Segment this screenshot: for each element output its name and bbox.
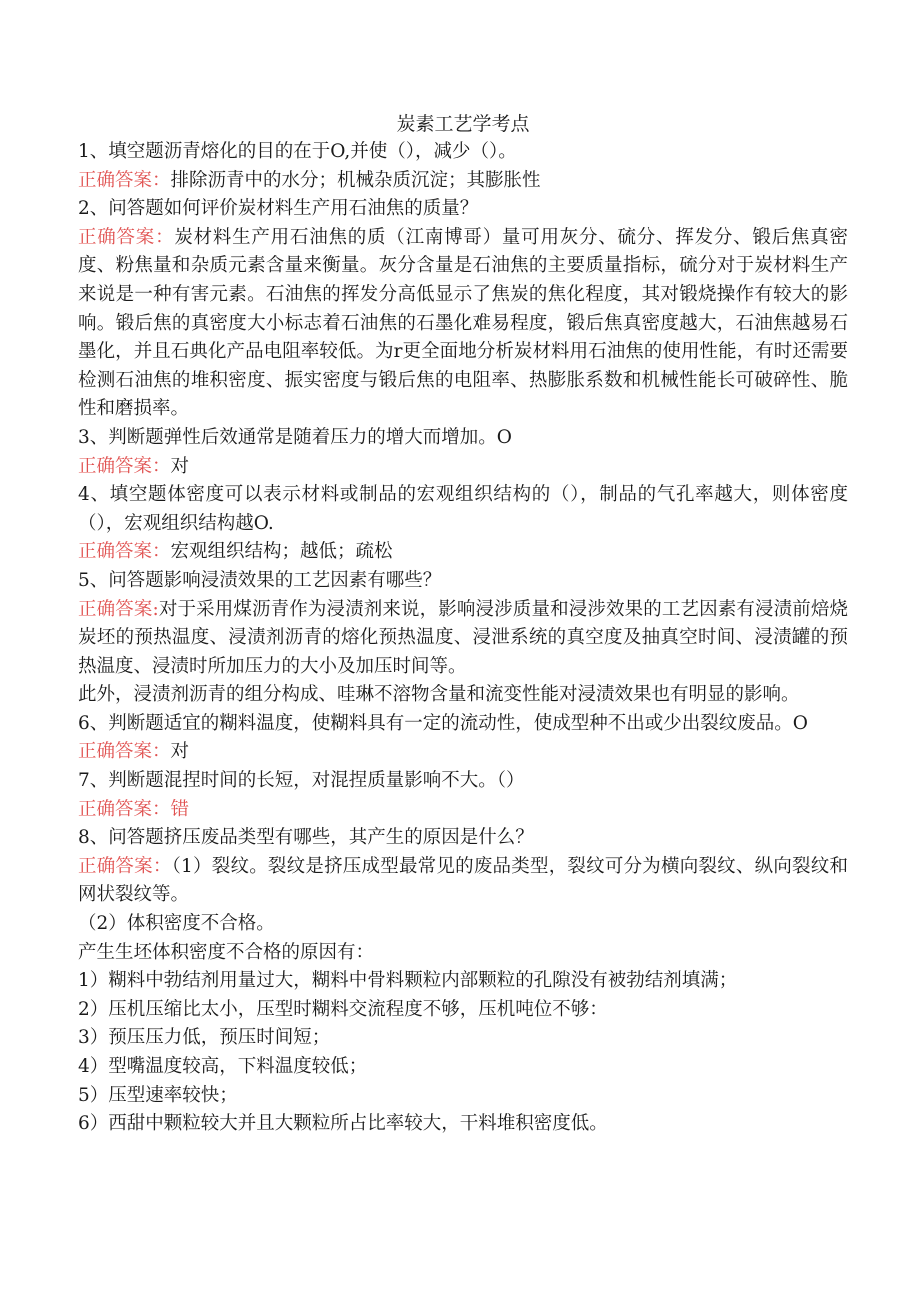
answer-2 [78, 224, 848, 424]
answer-8-line-5: 3）预压压力低，预压时间短； [78, 1027, 331, 1049]
answer-5 [78, 596, 848, 682]
answer-label: 正确答案： [78, 226, 175, 248]
answer-8-line-6: 4）型嘴温度较高，下料温度较低； [78, 1056, 368, 1077]
answer-text-4: 宏观组织结构；越低；疏松 [170, 541, 393, 563]
answer-label: 正确答案： [78, 798, 171, 820]
document-title: 炭素工艺学考点 [396, 113, 530, 135]
answer-text-8: （1）裂纹。裂纹是挤压成型最常见的废品类型，裂纹可分为横向裂纹、纵向裂纹和网状裂纹等。 [78, 855, 848, 906]
answer-1 [78, 167, 848, 196]
answer-4 [78, 538, 848, 567]
answer-text-3: 对 [170, 455, 190, 477]
question-1: 1、填空题沥青熔化的目的在于O,并使（），减少（）。 [78, 141, 517, 162]
question-8: 8、问答题挤压废品类型有哪些，其产生的原因是什么？ [78, 827, 534, 849]
document-page [78, 110, 848, 1139]
question-4: 4、填空题体密度可以表示材料或制品的宏观组织结构的（），制品的气孔率越大，则体密度（），宏观组织结构越O. [78, 484, 848, 534]
answer-text-6: 对 [170, 741, 190, 763]
question-2: 2、问答题如何评价炭材料生产用石油焦的质量？ [78, 198, 479, 220]
answer-label: 正确答案： [78, 855, 172, 877]
answer-label: 正确答案: [78, 598, 159, 620]
answer-8-line-8: 6）西甜中颗粒较大并且大颗粒所占比率较大，干料堆积密度低。 [78, 1113, 608, 1135]
answer-text-5: 对于采用煤沥青作为浸渍剂来说，影响浸涉质量和浸涉效果的工艺因素有浸渍前焙烧炭坯的预热温度、浸渍剂沥青的熔化预热温度、浸泄系统的真空度及抽真空时间、浸渍罐的预热温度、浸渍时所加压力的大小及加压时间等。 [78, 598, 848, 677]
answer-text-1: 排除沥青中的水分；机械杂质沉淀；其膨胀性 [170, 169, 541, 191]
answer-8 [78, 853, 848, 910]
answer-3 [78, 453, 848, 482]
answer-label: 正确答案： [78, 741, 171, 763]
answer-8-line-3: 1）糊料中勃结剂用量过大，糊料中骨料颗粒内部颗粒的孔隙没有被勃结剂填满； [78, 970, 738, 992]
answer-label: 正确答案： [78, 455, 171, 477]
answer-8-line-1: （2）体积密度不合格。 [78, 913, 275, 935]
question-5: 5、问答题影响浸渍效果的工艺因素有哪些？ [78, 569, 442, 591]
answer-label: 正确答案： [78, 541, 171, 563]
answer-text-7: 错 [170, 798, 190, 820]
question-3: 3、判断题弹性后效通常是随着压力的增大而增加。O [78, 426, 512, 448]
answer-text-2: 炭材料生产用石油焦的质（江南博哥）量可用灰分、硫分、挥发分、锻后焦真密度、粉焦量和杂质元素含量来衡量。灰分含量是石油焦的主要质量指标，硫分对于炭材料生产来说是一种有害元素。石油焦的挥发分高低显示了焦炭的焦化程度，其对锻烧操作有较大的影响。锻后焦的真密度大小标志着石油焦的石墨化难易程度，锻后焦真密度越大，石油焦越易石墨化，并且石典化产品电阻率较低。为r更全面地分析炭材料用石油焦的使用性能，有时还需要检测石油焦的堆积密度、振实密度与锻后焦的电阻率、热膨胀系数和机械性能长可破碎性、脆性和磨损率。 [78, 226, 848, 420]
question-7: 7、判断题混捏时间的长短，对混捏质量影响不大。（） [78, 770, 525, 792]
answer-6 [78, 738, 848, 767]
answer-5-extra: 此外，浸渍剂沥青的组分构成、哇琳不溶物含量和流变性能对浸渍效果也有明显的影响。 [78, 684, 800, 706]
answer-8-line-7: 5）压型速率较快； [78, 1084, 238, 1106]
answer-8-line-4: 2）压机压缩比太小，压型时糊料交流程度不够，压机吨位不够： [78, 998, 608, 1020]
answer-8-line-2: 产生生坯体积密度不合格的原因有： [78, 941, 375, 963]
question-6: 6、判断题适宜的糊料温度，使糊料具有一定的流动性，使成型种不出或少出裂纹废品。O [78, 712, 808, 734]
answer-7 [78, 796, 848, 825]
answer-label: 正确答案： [78, 169, 171, 191]
